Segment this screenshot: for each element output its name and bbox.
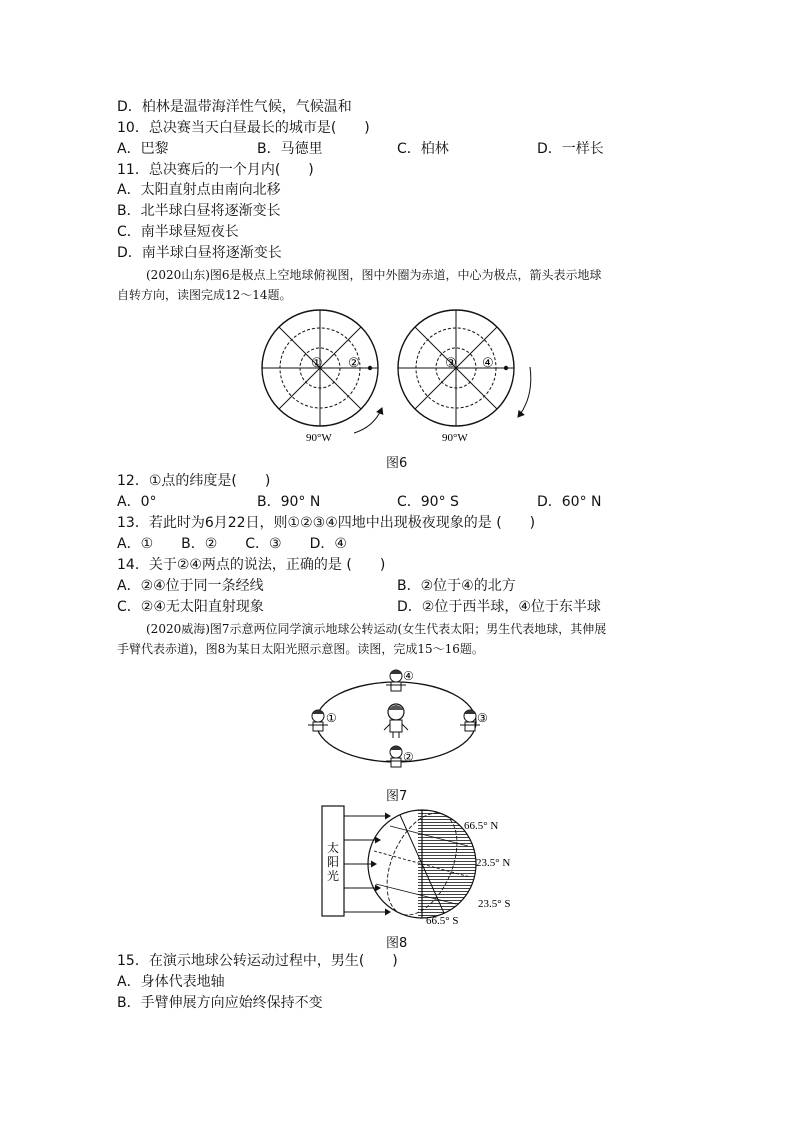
fig6-point-1: ① [311, 355, 323, 370]
fig8-earth [368, 803, 478, 926]
fig8-sun-rays [344, 816, 390, 912]
q10-option-a: A．巴黎 [117, 141, 169, 157]
question-11: 11．总决赛后的一个月内( ) [117, 162, 314, 178]
figure-7-caption: 图7 [386, 789, 408, 804]
fig6-point-2: ② [348, 355, 360, 370]
q14-option-b: B．②位于④的北方 [397, 578, 516, 594]
intro-12-14-line2: 自转方向，读图完成12～14题。 [117, 288, 292, 302]
fig8-sunlight-char-3: 光 [327, 869, 340, 883]
question-13: 13．若此时为6月22日，则①②③④四地中出现极夜现象的是 ( ) [117, 515, 536, 531]
q11-option-a: A．太阳直射点由南向北移 [117, 182, 281, 198]
figure-7 [298, 660, 498, 778]
fig6-right-label: 90°W [442, 432, 468, 444]
question-12: 12．①点的纬度是( ) [117, 473, 271, 489]
figure-6 [256, 305, 556, 450]
q11-option-d: D．南半球白昼将逐渐变长 [117, 245, 282, 261]
q10-option-c: C．柏林 [397, 141, 449, 157]
intro-15-16-line1: (2020威海)图7示意两位同学演示地球公转运动(女生代表太阳；男生代表地球，其伸展 [146, 622, 607, 636]
fig8-sunlight-char-2: 阳 [327, 855, 340, 869]
q12-option-d: D．60° N [537, 494, 602, 510]
fig7-label-2: ② [403, 750, 414, 764]
q11-option-c: C．南半球昼短夜长 [117, 224, 239, 240]
fig6-right-rotation-arrow [518, 367, 531, 417]
q12-option-c: C．90° S [397, 494, 459, 510]
fig6-point-4: ④ [482, 355, 494, 370]
fig6-point-3: ③ [445, 355, 457, 370]
fig8-lat-23s: 23.5° S [478, 898, 511, 910]
fig8-lat-66s: 66.5° S [426, 915, 459, 927]
question-10: 10．总决赛当天白昼最长的城市是( ) [117, 120, 370, 136]
intro-15-16-line2: 手臂代表赤道)，图8为某日太阳光照示意图。读图，完成15～16题。 [117, 642, 484, 656]
figure-6-caption: 图6 [386, 456, 408, 471]
fig7-girl-sun [384, 704, 408, 738]
q14-option-a: A．②④位于同一条经线 [117, 578, 264, 594]
q14-option-d: D．②位于西半球，④位于东半球 [397, 599, 601, 615]
fig8-lat-66n: 66.5° N [464, 820, 499, 832]
question-14: 14．关于②④两点的说法，正确的是 ( ) [117, 557, 386, 573]
q10-option-b: B．马德里 [257, 141, 323, 157]
fig8-sunlight-char-1: 太 [327, 841, 340, 855]
intro-12-14-line1: (2020山东)图6是极点上空地球俯视图，图中外圈为赤道，中心为极点，箭头表示地球 [146, 268, 602, 282]
fig7-boy-position-1 [308, 710, 328, 731]
q15-option-b: B．手臂伸展方向应始终保持不变 [117, 995, 323, 1011]
figure-8-caption: 图8 [386, 936, 408, 951]
fig7-label-3: ③ [477, 711, 488, 725]
q9-option-d: D．柏林是温带海洋性气候，气候温和 [117, 99, 352, 115]
fig7-label-1: ① [326, 711, 337, 725]
question-15: 15．在演示地球公转运动过程中，男生( ) [117, 953, 398, 969]
fig7-label-4: ④ [403, 669, 414, 683]
figure-8 [318, 800, 528, 930]
q14-option-c: C．②④无太阳直射现象 [117, 599, 264, 615]
q13-options: A．① B．② C．③ D．④ [117, 536, 347, 552]
q15-option-a: A．身体代表地轴 [117, 974, 225, 990]
q10-option-d: D．一样长 [537, 141, 604, 157]
q11-option-b: B．北半球白昼将逐渐变长 [117, 203, 281, 219]
fig6-left-label: 90°W [306, 432, 332, 444]
q12-option-b: B．90° N [257, 494, 321, 510]
q12-option-a: A．0° [117, 494, 157, 510]
fig8-lat-23n: 23.5° N [476, 857, 511, 869]
